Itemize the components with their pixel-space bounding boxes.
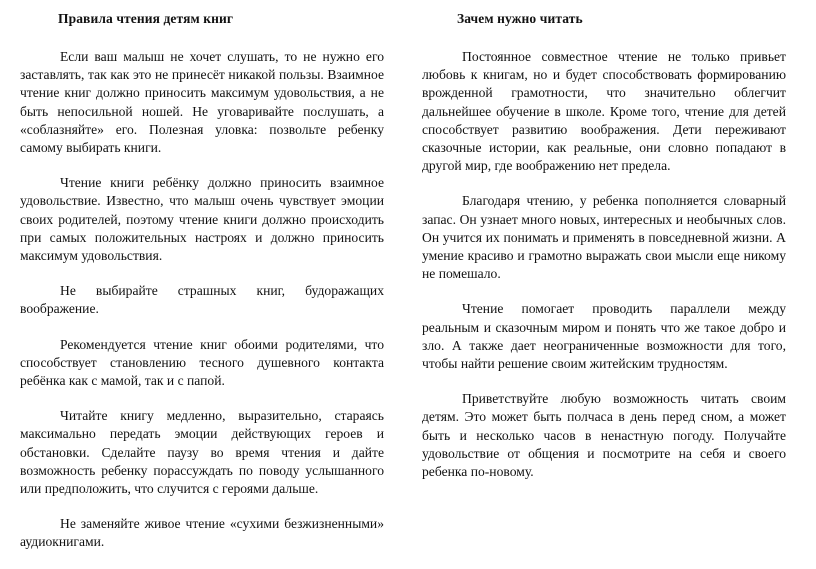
right-paragraph-2: Благодаря чтению, у ребенка пополняется словарный запас. Он узнает много новых, интересных и необычных слов. Он учится их понимать и применять в повседневной жизни. А умение красиво и грамотно выражать свои мысли еще никому не помешало. [422,193,786,282]
left-paragraph-2: Чтение книги ребёнку должно приносить взаимное удовольствие. Известно, что малыш очень чувствует эмоции своих родителей, поэтому чтение книги должно происходить при самых положительных настроях и должно приносить максимум удовольствия. [20,175,384,264]
left-paragraph-1: Если ваш малыш не хочет слушать, то не нужно его заставлять, так как это не принесёт никакой пользы. Взаимное чтение книг должно приносить максимум удовольствия, а не быть непосильной ношей. Не уговаривайте послушать, а «соблазняйте» его. Полезная уловка: позвольте ребенку самому выбирать книги. [20,49,384,156]
left-paragraph-4: Рекомендуется чтение книг обоими родителями, что способствует становлению тесного душевного контакта ребёнка как с мамой, так и с папой. [20,336,384,389]
right-paragraph-1: Постоянное совместное чтение не только привьет любовь к книгам, но и будет способствовать формированию врожденной грамотности, что значительно облегчит дальнейшее обучение в школе. Кроме того, чтение для детей способствует развитию воображения. Дети переживают сказочные истории, как реальные, они словно попадают в другой мир, где воображению нет предела. [422,49,786,174]
left-column-text [20,48,384,569]
left-paragraph-5: Читайте книгу медленно, выразительно, стараясь максимально передать эмоции действующих героев и обстановки. Сделайте паузу во время чтения и дайте возможность ребенку порассуждать по поводу услышанного или предположить, что случится с героями дальше. [20,408,384,497]
right-column-title: Зачем нужно читать [457,11,583,26]
left-paragraph-3: Не выбирайте страшных книг, будоражащих воображение. [20,283,384,317]
right-column [422,0,786,511]
left-paragraph-6: Не заменяйте живое чтение «сухими безжизненными» аудиокнигами. [20,516,384,550]
right-paragraph-3: Чтение помогает проводить параллели между реальным и сказочным миром и понять что же такое добро и зло. А также дает неограниченные возможности для того, чтобы найти решение своим житейским трудностям. [422,301,786,372]
right-column-text [422,48,786,498]
left-column [20,0,384,550]
left-column-title: Правила чтения детям книг [58,11,234,26]
right-paragraph-4: Приветствуйте любую возможность читать своим детям. Это может быть полчаса в день перед сном, а может быть и несколько часов в ненастную погоду. Получайте удовольствие от общения и посмотрите на себя и своего ребенка по-новому. [422,391,786,480]
